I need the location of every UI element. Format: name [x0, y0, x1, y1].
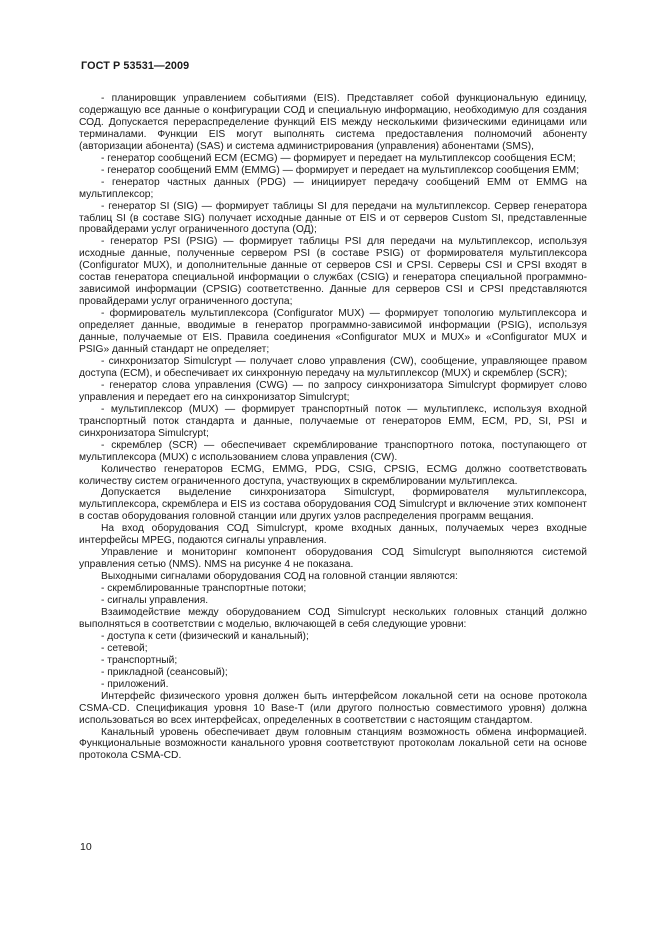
paragraph-component-extraction: Допускается выделение синхронизатора Simulcrypt, формирователя мультиплексора, мультиплексора, скремблера и EIS из состава оборудования СОД Simulcrypt и включение этих компонент в состав оборудования головной станции или других узлов распределения программ вещания.: [79, 487, 587, 523]
paragraph-emmg: - генератор сообщений EMM (EMMG) — формирует и передает на мультиплексор сообщения EMM;: [101, 164, 580, 176]
paragraph-psig: - генератор PSI (PSIG) — формирует таблицы PSI для передачи на мультиплексор, используя исходные данные, полученные сервером PSI (в составе PSIG) от формирователя мультиплексора (Configurator MUX), и дополнительные данные от серверов CSI и CPSI. Серверы CSI и CPSI входят в состав генератора специальной информации о службах (CSIG) и генератора специальной программно-зависимой информации (CPSIG) соответственно. Данные для серверов CSI и CPSI представляются провайдерами услуг ограниченного доступа;: [79, 236, 587, 308]
paragraph-ecmg: - генератор сообщений ECM (ECMG) — формирует и передает на мультиплексор сообщения ECM;: [101, 152, 576, 164]
paragraph-interaction-model: Взаимодействие между оборудованием СОД Simulcrypt нескольких головных станций должно выполняться в соответствии с моделью, включающей в себя следующие уровни:: [79, 606, 587, 630]
paragraph-link-layer: Канальный уровень обеспечивает двум головным станциям возможность обмена информацией. Функциональные возможности канального уровня соответствуют протоколам локальной сети на основе протокола CSMA-CD.: [79, 726, 587, 762]
paragraph-control-signals: На вход оборудования СОД Simulcrypt, кроме входных данных, получаемых через входные интерфейсы MPEG, подаются сигналы управления.: [79, 523, 587, 547]
paragraph-configurator-mux: - формирователь мультиплексора (Configurator MUX) — формирует топологию мультиплексора и определяет данные, вводимые в генератор программно-зависимой информации (PSIG), используя данные, получаемые от EIS. Правила соединения «Configurator MUX и MUX» и «Configurator MUX и PSIG» данный стандарт не определяет;: [79, 308, 587, 356]
paragraph-simulcrypt-synchronizer: - синхронизатор Simulcrypt — получает слово управления (CW), сообщение, управляющее правом доступа (ECM), и обеспечивает их синхронную передачу на мультиплексор (MUX) и скремблер (SCR);: [79, 355, 587, 379]
paragraph-physical-interface: Интерфейс физического уровня должен быть интерфейсом локальной сети на основе протокола CSMA-CD. Спецификация уровня 10 Base-T (или другого полностью совместимого уровня) должна использоваться во всех интерфейсах, определенных в соответствии с настоящим стандартом.: [79, 690, 587, 726]
paragraph-nms: Управление и мониторинг компонент оборудования СОД Simulcrypt выполняются системой управления сетью (NMS). NMS на рисунке 4 не показана.: [79, 547, 587, 571]
paragraph-generator-count: Количество генераторов ECMG, EMMG, PDG, CSIG, CPSIG, ECMG должно соответствовать количеству систем ограниченного доступа, участвующих в скремблировании мультиплекса.: [79, 463, 587, 487]
list-item-application-session: - прикладной (сеансовый);: [101, 666, 228, 678]
list-item-network-layer: - сетевой;: [101, 642, 148, 654]
list-item-control-signals: - сигналы управления.: [101, 595, 209, 607]
document-standard-number: ГОСТ Р 53531—2009: [81, 60, 190, 72]
document-body: [79, 93, 587, 762]
paragraph-output-signals: Выходными сигналами оборудования СОД на головной станции являются:: [101, 571, 458, 583]
paragraph-cwg: - генератор слова управления (CWG) — по запросу синхронизатора Simulcrypt формирует слово управления и передает его на синхронизатор Simulcrypt;: [79, 379, 587, 403]
paragraph-eis: - планировщик управлением событиями (EIS). Представляет собой функциональную единицу, содержащую все данные о конфигурации СОД и специальную информацию, необходимую для создания СОД. Допускается перераспределение функций EIS между несколькими физическими единицами или терминалами. Функции EIS могут выполнять система предоставления полномочий абоненту (авторизации абонента) (SAS) и система администрирования (управления) абонентами (SMS),: [79, 93, 587, 152]
list-item-transport-layer: - транспортный;: [101, 654, 178, 666]
list-item-applications: - приложений.: [101, 678, 169, 690]
page-number: 10: [80, 841, 92, 853]
list-item-network-access: - доступа к сети (физический и канальный);: [101, 630, 309, 642]
paragraph-sig: - генератор SI (SIG) — формирует таблицы SI для передачи на мультиплексор. Сервер генератора таблиц SI (в составе SIG) получает исходные данные от EIS и от серверов Custom SI, представленные провайдерами услуг ограниченного доступа (ОД);: [79, 200, 587, 236]
paragraph-scr: - скремблер (SCR) — обеспечивает скремблирование транспортного потока, поступающего от мультиплексора (MUX) с использованием слова управления (CW).: [79, 439, 587, 463]
paragraph-mux: - мультиплексор (MUX) — формирует транспортный поток — мультиплекс, используя входной транспортный поток стандарта и данные, получаемые от генераторов EMM, ECM, PD, SI, PSI и синхронизатора Simulcrypt;: [79, 403, 587, 439]
list-item-scrambled-streams: - скремблированные транспортные потоки;: [101, 583, 307, 595]
paragraph-pdg: - генератор частных данных (PDG) — инициирует передачу сообщений EMM от EMMG на мультиплексор;: [79, 176, 587, 200]
